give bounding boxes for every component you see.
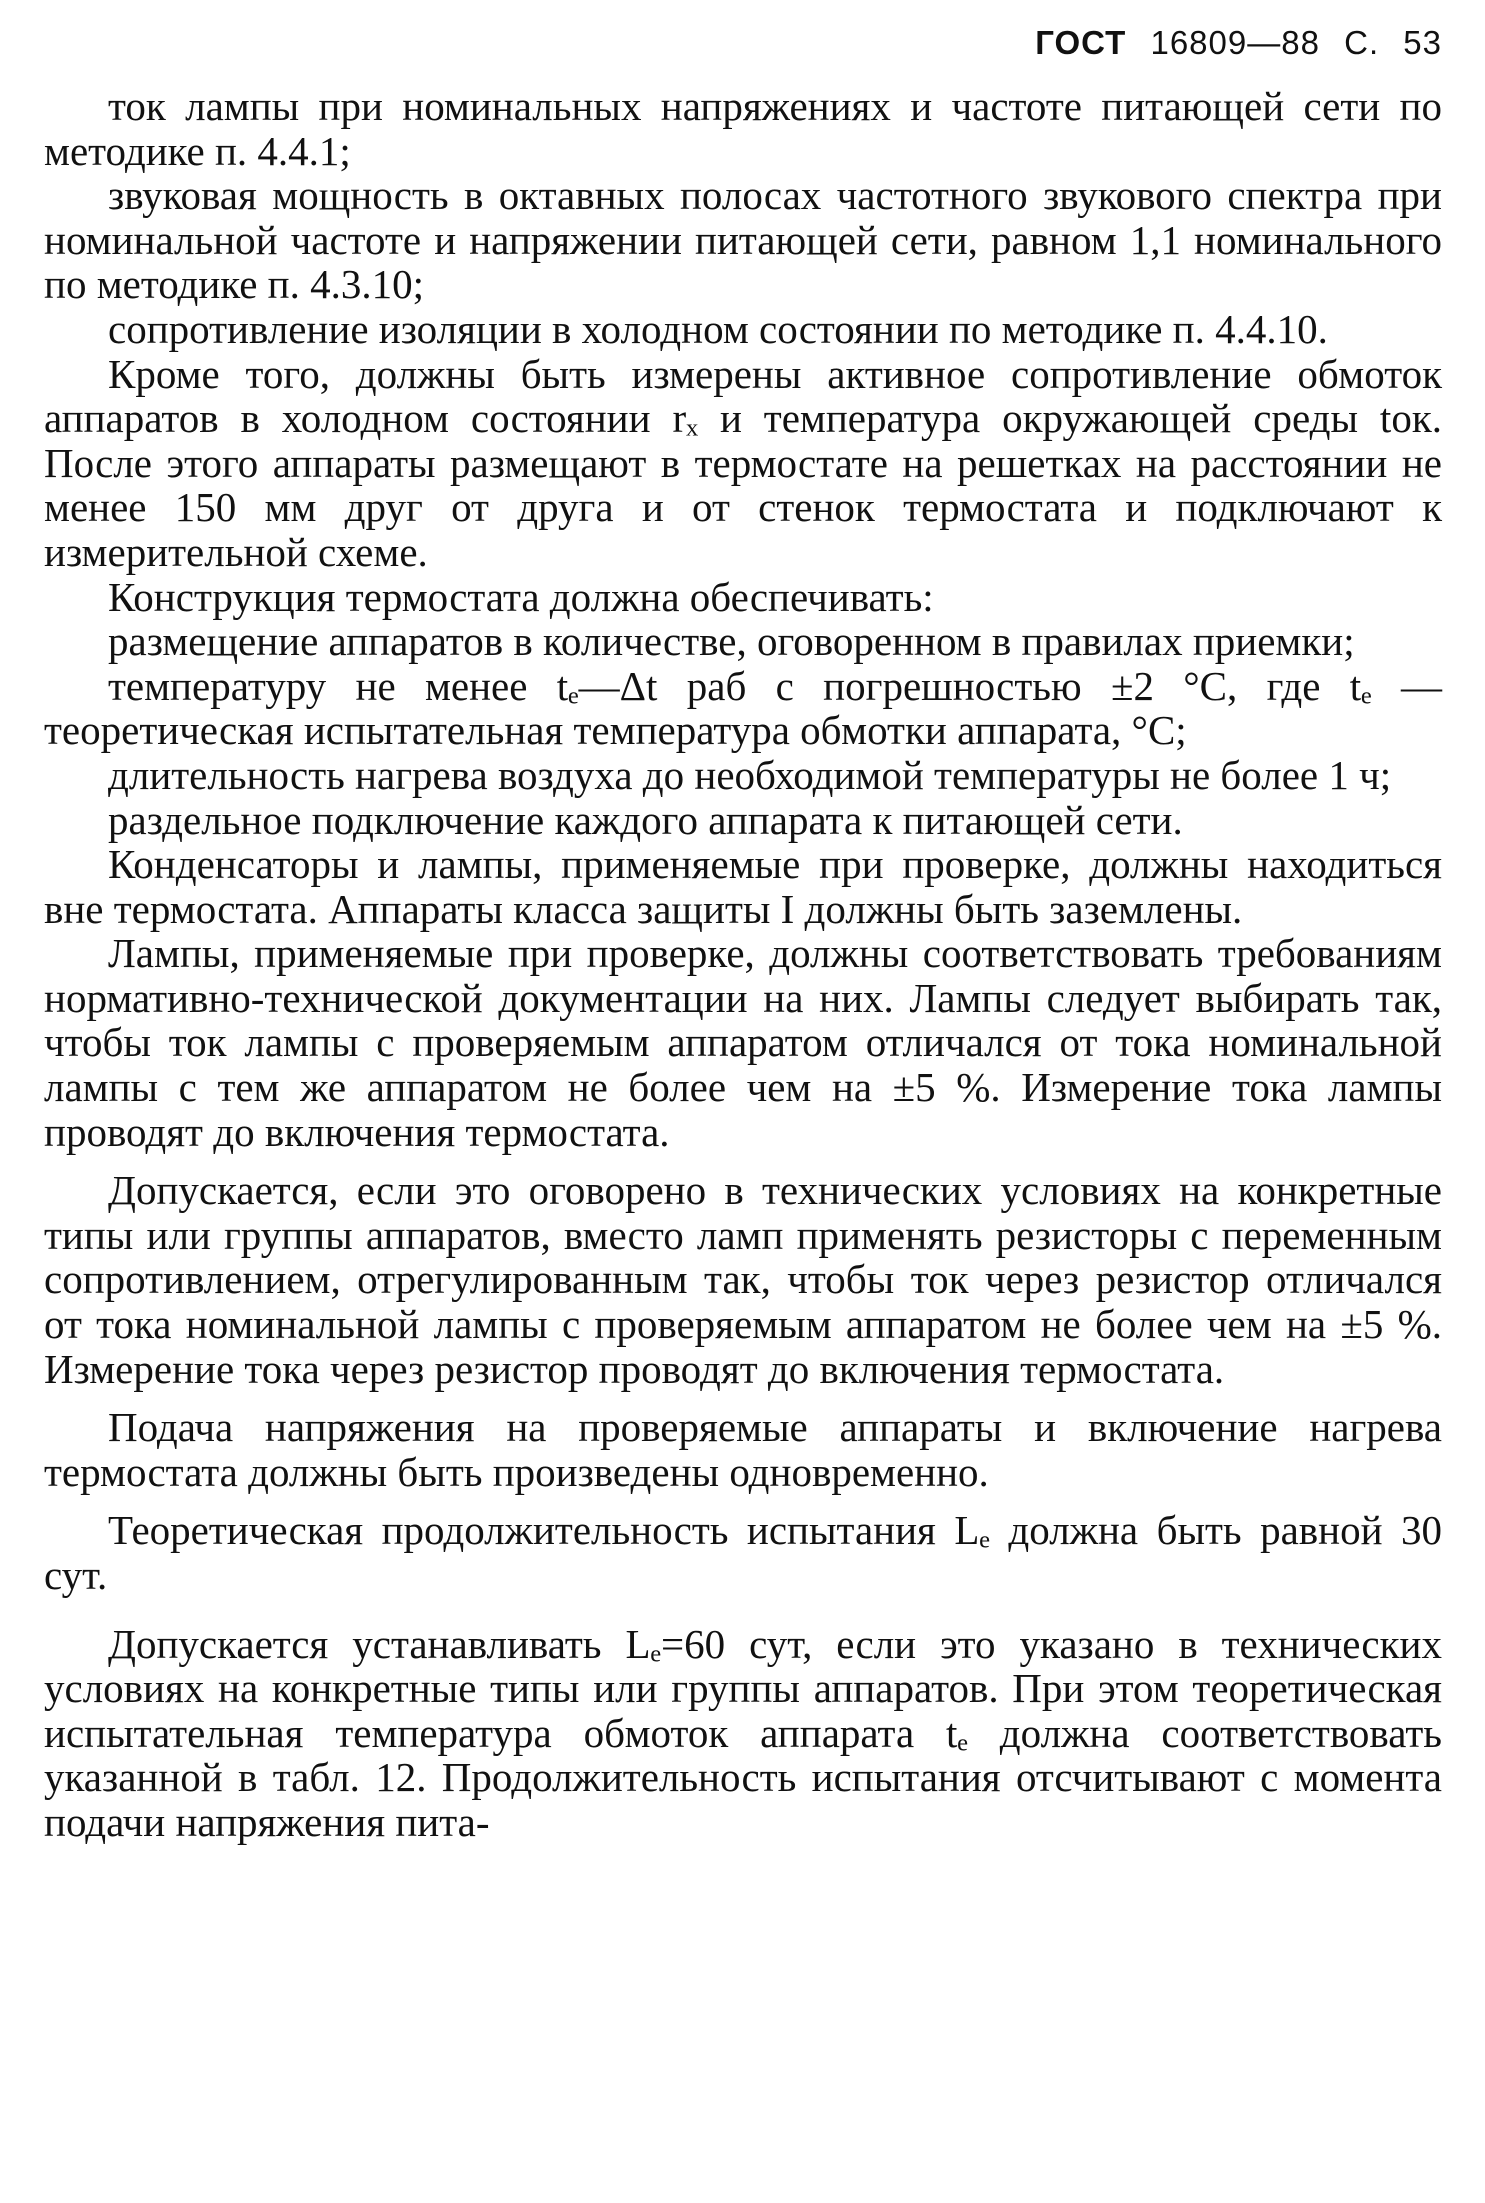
paragraph: Конструкция термостата должна обеспечивать: — [108, 573, 934, 620]
standard-number: 16809—88 — [1150, 24, 1320, 61]
paragraph: Теоретическая продолжительность испытания Lₑ должна быть равной 30 сут. — [44, 1507, 1442, 1598]
list-item: длительность нагрева воздуха до необходимой температуры не более 1 ч; — [108, 751, 1392, 798]
document-body — [44, 84, 1442, 1845]
paragraph: Конденсаторы и лампы, применяемые при проверке, должны находиться вне термостата. Аппараты класса защиты I должны быть заземлены. — [44, 841, 1442, 932]
paragraph: Допускается, если это оговорено в технических условиях на конкретные типы или группы аппаратов, вместо ламп применять резисторы с переменным сопротивлением, отрегулированным так, чтобы ток через резистор отличался от тока номинальной лампы с проверяемым аппаратом не более чем на ±5 %. Измерение тока через резистор проводят до включения термостата. — [44, 1167, 1442, 1392]
standard-label: ГОСТ — [1035, 24, 1127, 61]
document-page — [44, 22, 1442, 1845]
paragraph: Допускается устанавливать Lₑ=60 сут, если это указано в технических условиях на конкретные типы или группы аппаратов. При этом теоретическая испытательная температура обмоток аппарата tₑ должна соответствовать указанной в табл. 12. Продолжительность испытания отсчитывают с момента подачи напряжения пита- — [44, 1620, 1442, 1845]
page-header — [44, 22, 1442, 84]
page-number: С. 53 — [1344, 24, 1442, 61]
paragraph: сопротивление изоляции в холодном состоянии по методике п. 4.4.10. — [108, 305, 1328, 352]
list-item: температуру не менее tₑ—Δt раб с погрешностью ±2 °C, где tₑ — теоретическая испытательная температура обмотки аппарата, °C; — [44, 662, 1442, 754]
paragraph: Подача напряжения на проверяемые аппараты и включение нагрева термостата должны быть произведены одновременно. — [44, 1404, 1442, 1495]
paragraph: Кроме того, должны быть измерены активное сопротивление обмоток аппаратов в холодном состоянии rₓ и температура окружающей среды tок. После этого аппараты размещают в термостате на решетках на расстоянии не менее 150 мм друг от друга и от стенок термостата и подключают к измерительной схеме. — [44, 350, 1442, 575]
paragraph: Лампы, применяемые при проверке, должны соответствовать требованиям нормативно-технической документации на них. Лампы следует выбирать так, чтобы ток лампы с проверяемым аппаратом отличался от тока номинальной лампы с тем же аппаратом не более чем на ±5 %. Измерение тока лампы проводят до включения термостата. — [44, 930, 1442, 1155]
list-item: размещение аппаратов в количестве, оговоренном в правилах приемки; — [108, 618, 1355, 665]
paragraph: звуковая мощность в октавных полосах частотного звукового спектра при номинальной частоте и напряжении питающей сети, равном 1,1 номинального по методике п. 4.3.10; — [44, 172, 1442, 308]
list-item: раздельное подключение каждого аппарата к питающей сети. — [108, 796, 1183, 843]
paragraph: ток лампы при номинальных напряжениях и частоте питающей сети по методике п. 4.4.1; — [44, 83, 1442, 174]
